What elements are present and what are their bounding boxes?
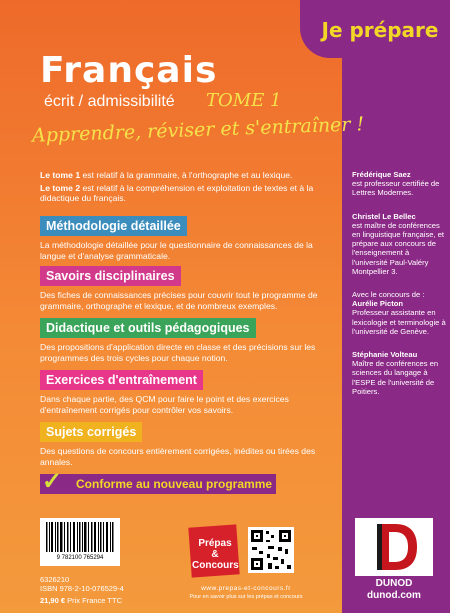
- website-url: www.prepas-et-concours.fr: [201, 585, 291, 592]
- prepas-amp: &: [211, 549, 219, 560]
- author-name: Stéphanie Volteau: [352, 350, 418, 360]
- section-text: Dans chaque partie, des QCM pour faire le point et des exercices d'entraînement corrigés pour contrôler vos savoirs.: [40, 394, 289, 415]
- product-code: 6326210: [40, 575, 70, 584]
- book-title: Français: [40, 50, 218, 91]
- intro-tome2-bold: Le tome 2: [40, 182, 81, 193]
- intro-tome2-text: est relatif à la compréhension et exploitation de textes et à la didactique du français.: [40, 182, 314, 203]
- contributors-intro: Avec le concours de :: [352, 290, 425, 300]
- section-tag: Méthodologie détaillée: [40, 216, 187, 236]
- section-didactique: [40, 318, 340, 363]
- barcode-number: 9 782100 765294: [40, 555, 120, 561]
- price: [40, 596, 122, 605]
- section-tag: Sujets corrigés: [40, 422, 142, 442]
- section-tag: Exercices d'entraînement: [40, 370, 203, 390]
- isbn-number: ISBN 978-2-10-076529-4: [40, 583, 124, 593]
- book-subtitle: écrit / admissibilité: [44, 93, 175, 110]
- author-bio: Maître de conférences en sciences du langage à l'ESPE de l'université de Poitiers.: [352, 359, 439, 396]
- spacer: [352, 198, 446, 212]
- tome-label: TOME 1: [206, 90, 282, 111]
- intro-text: [40, 170, 338, 206]
- publisher-name: DUNOD: [375, 578, 413, 589]
- conforme-label: Conforme au nouveau programme: [76, 477, 273, 491]
- prepas-line2: Concours: [192, 560, 239, 571]
- authors-column: [352, 170, 446, 396]
- prepas-logo-text: [192, 538, 238, 571]
- checkmark-icon: ✓: [42, 468, 63, 495]
- author-name: Frédérique Saez: [352, 170, 411, 179]
- section-tag: Didactique et outils pédagogiques: [40, 318, 256, 338]
- section-sujets: [40, 422, 340, 467]
- dunod-d-icon: [355, 518, 433, 576]
- collection-name: Je prépare: [321, 18, 439, 42]
- intro-tome1-text: est relatif à la grammaire, à l'orthographe et au lexique.: [80, 170, 293, 180]
- section-text: Des propositions d'application directe en classe et des précisions sur les programmes des trois cycles pour chaque notion.: [40, 342, 316, 363]
- section-text: Des questions de concours entièrement corrigées, inédites ou tirées des annales.: [40, 446, 316, 467]
- isbn-block: [40, 576, 124, 593]
- qr-code-icon: [248, 527, 294, 573]
- author-bio: est professeur certifiée de Lettres Modernes.: [352, 179, 440, 198]
- dunod-logo: [355, 518, 433, 576]
- barcode-bars-icon: [40, 518, 120, 554]
- section-savoirs: [40, 266, 340, 311]
- author-bio: est maître de conférences en linguistique française, et prépare aux concours de l'enseignement à l'université Paul-Valéry Montpellier 3.: [352, 220, 445, 276]
- section-exercices: [40, 370, 340, 415]
- section-text: Des fiches de connaissances précises pour couvrir tout le programme de grammaire, orthographe et lexique, et de nombreux exemples.: [40, 290, 318, 311]
- section-tag: Savoirs disciplinaires: [40, 266, 181, 286]
- prepas-line1: Prépas: [198, 538, 232, 549]
- author-name: Aurélie Picton: [352, 299, 404, 309]
- section-methodologie: [40, 216, 340, 261]
- website-caption: Pour en savoir plus sur les prépas et concours: [189, 594, 303, 600]
- price-amount: 21,90 €: [40, 596, 66, 605]
- spacer: [352, 276, 446, 290]
- price-label: Prix France TTC: [65, 596, 122, 605]
- author-bio: Professeur assistante en lexicologie et terminologie à l'université de Genève.: [352, 308, 446, 336]
- qr-code: [248, 527, 294, 573]
- intro-tome1-bold: Le tome 1: [40, 170, 81, 180]
- spacer: [352, 336, 446, 350]
- slogan: Apprendre, réviser et s'entraîner !: [31, 113, 365, 147]
- section-text: La méthodologie détaillée pour le questionnaire de connaissances de la langue et d'analyse grammaticale.: [40, 240, 313, 261]
- author-name: Christel Le Bellec: [352, 211, 416, 221]
- publisher-url: dunod.com: [367, 590, 421, 601]
